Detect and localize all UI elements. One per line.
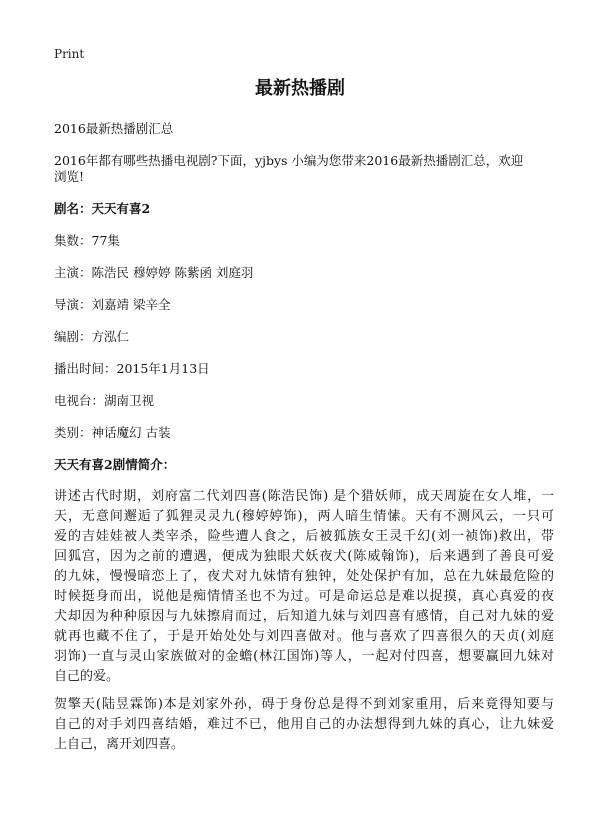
field-cast xyxy=(54,265,554,281)
synopsis-line: 爱的吉娃娃被人类宰杀，险些遭人食之，后被狐族女王灵千幻(刘一祯饰)救出，带 xyxy=(54,529,554,544)
field-air-date xyxy=(54,361,554,377)
field-genre xyxy=(54,425,554,441)
synopsis-line: 就再也藏不住了，于是开始处处与刘四喜做对。他与喜欢了四喜很久的天贞(刘庭 xyxy=(54,629,554,644)
field-tv-station xyxy=(54,393,554,409)
synopsis-line: 上自己，离开刘四喜。 xyxy=(54,737,185,752)
synopsis-line: 天，无意间邂逅了狐狸灵灵九(穆婷婷饰)，两人暗生情愫。天有不测风云，一只可 xyxy=(54,509,554,524)
synopsis-paragraph-2 xyxy=(54,695,554,755)
intro-line: 浏览! xyxy=(54,169,85,184)
print-link[interactable]: Print xyxy=(54,47,85,61)
synopsis-line: 羽饰)一直与灵山家族做对的金蟾(林江国饰)等人，一起对付四喜，想要赢回九妹对 xyxy=(54,649,554,664)
field-value: 神话魔幻 古装 xyxy=(91,425,171,440)
field-value: 刘嘉靖 梁辛全 xyxy=(91,297,171,312)
field-episodes xyxy=(54,233,554,249)
field-value: 方泓仁 xyxy=(91,329,130,344)
field-label: 编剧： xyxy=(54,329,92,344)
field-label: 播出时间： xyxy=(54,361,117,376)
field-label: 电视台： xyxy=(54,393,105,408)
field-label: 导演： xyxy=(54,297,92,312)
synopsis-heading: 天天有喜2剧情简介： xyxy=(54,457,176,472)
show-title: 剧名：天天有喜2 xyxy=(54,201,151,216)
subtitle: 2016最新热播剧汇总 xyxy=(54,121,174,136)
field-value: 77集 xyxy=(91,233,120,248)
synopsis-paragraph-1 xyxy=(54,487,554,687)
field-value: 2015年1月13日 xyxy=(116,361,210,376)
synopsis-line: 讲述古代时期，刘府富二代刘四喜(陈浩民饰) 是个猎妖师，成天周旋在女人堆，一 xyxy=(54,489,554,504)
field-label: 主演： xyxy=(54,265,92,280)
field-value: 湖南卫视 xyxy=(104,393,155,408)
field-label: 类别： xyxy=(54,425,92,440)
synopsis-line: 时候挺身而出，说他是痴情情圣也不为过。可是命运总是难以捉摸，真心真爱的夜 xyxy=(54,589,554,604)
field-writer xyxy=(54,329,554,345)
synopsis-line: 自己的对手刘四喜结婚，难过不已，他用自己的办法想得到九妹的真心，让九妹爱 xyxy=(54,717,554,732)
intro-line: 2016年都有哪些热播电视剧?下面，yjbys 小编为您带来2016最新热播剧汇总，欢迎 xyxy=(54,153,524,168)
page-title: 最新热播剧 xyxy=(255,78,345,99)
field-director xyxy=(54,297,554,313)
synopsis-line: 自己的爱。 xyxy=(54,669,120,684)
intro-paragraph xyxy=(54,153,554,185)
synopsis-line: 贺擎天(陆昱霖饰)本是刘家外孙，碍于身份总是得不到刘家重用，后来竟得知要与 xyxy=(54,697,554,712)
field-label: 集数： xyxy=(54,233,92,248)
synopsis-line: 犬却因为种种原因与九妹擦肩而过，后知道九妹与刘四喜有感情，自己对九妹的爱 xyxy=(54,609,554,624)
synopsis-line: 回狐宫，因为之前的遭遇，便成为独眼犬妖夜犬(陈威翰饰)，后来遇到了善良可爱 xyxy=(54,549,554,564)
field-value: 陈浩民 穆婷婷 陈紫函 刘庭羽 xyxy=(91,265,254,280)
synopsis-line: 的九妹，慢慢暗恋上了，夜犬对九妹情有独钟，处处保护有加，总在九妹最危险的 xyxy=(54,569,554,584)
